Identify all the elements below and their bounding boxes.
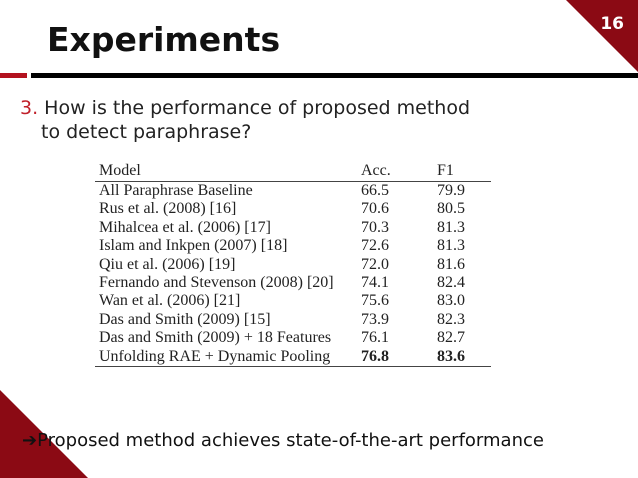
question-line-2: to detect paraphrase?: [41, 121, 252, 143]
cell-acc: 70.3: [361, 218, 389, 236]
cell-acc: 74.1: [361, 274, 389, 292]
cell-f1: 80.5: [437, 200, 465, 218]
cell-f1: 81.6: [437, 255, 465, 273]
table-row: [95, 329, 491, 347]
cell-acc: 76.1: [361, 329, 389, 347]
corner-decoration-top-right: [566, 0, 638, 72]
cell-acc: 72.6: [361, 237, 389, 255]
cell-acc: 76.8: [357, 348, 433, 367]
cell-model: Mihalcea et al. (2006) [17]: [99, 218, 271, 236]
cell-model: Das and Smith (2009) + 18 Features: [99, 329, 332, 347]
question-text: [20, 96, 470, 144]
table-header-row: [95, 162, 491, 182]
cell-model: Wan et al. (2006) [21]: [99, 292, 241, 310]
cell-acc: 66.5: [361, 182, 389, 199]
conclusion-text: ➔Proposed method achieves state-of-the-art performance: [22, 430, 544, 451]
header-acc: Acc.: [357, 162, 433, 182]
table-row: [95, 200, 491, 218]
cell-acc: 73.9: [361, 310, 389, 328]
cell-acc: 72.0: [361, 255, 389, 273]
cell-model: Fernando and Stevenson (2008) [20]: [99, 274, 334, 292]
table-row: [95, 256, 491, 274]
cell-f1: 83.6: [433, 348, 491, 367]
table-row: [95, 274, 491, 292]
cell-model: All Paraphrase Baseline: [99, 182, 253, 199]
cell-f1: 81.3: [437, 218, 465, 236]
results-table-container: [95, 162, 491, 367]
cell-model: Unfolding RAE + Dynamic Pooling: [95, 348, 357, 367]
table-row: [95, 237, 491, 255]
header-model: Model: [95, 162, 357, 182]
title-rule-accent: [0, 73, 27, 78]
cell-model: Das and Smith (2009) [15]: [99, 310, 271, 328]
cell-model: Rus et al. (2008) [16]: [99, 200, 237, 218]
table-row: [95, 219, 491, 237]
question-line-1: [20, 96, 470, 120]
cell-f1: 82.3: [437, 310, 465, 328]
table-row: [95, 182, 491, 201]
cell-f1: 79.9: [437, 182, 465, 199]
results-table: [95, 162, 491, 367]
cell-model: Qiu et al. (2006) [19]: [99, 255, 236, 273]
table-row: [95, 292, 491, 310]
slide-title: Experiments: [47, 20, 281, 59]
cell-model: Islam and Inkpen (2007) [18]: [99, 237, 288, 255]
cell-f1: 83.0: [437, 292, 465, 310]
table-row: [95, 311, 491, 329]
cell-f1: 82.7: [437, 329, 465, 347]
question-line-1-text: How is the performance of proposed method: [38, 97, 471, 119]
title-rule: [31, 73, 638, 78]
cell-acc: 70.6: [361, 200, 389, 218]
table-row-best: [95, 348, 491, 367]
cell-acc: 75.6: [361, 292, 389, 310]
header-f1: F1: [433, 162, 491, 182]
cell-f1: 81.3: [437, 237, 465, 255]
page-number: 16: [600, 14, 624, 34]
cell-f1: 82.4: [437, 274, 465, 292]
question-number: 3.: [20, 97, 39, 119]
